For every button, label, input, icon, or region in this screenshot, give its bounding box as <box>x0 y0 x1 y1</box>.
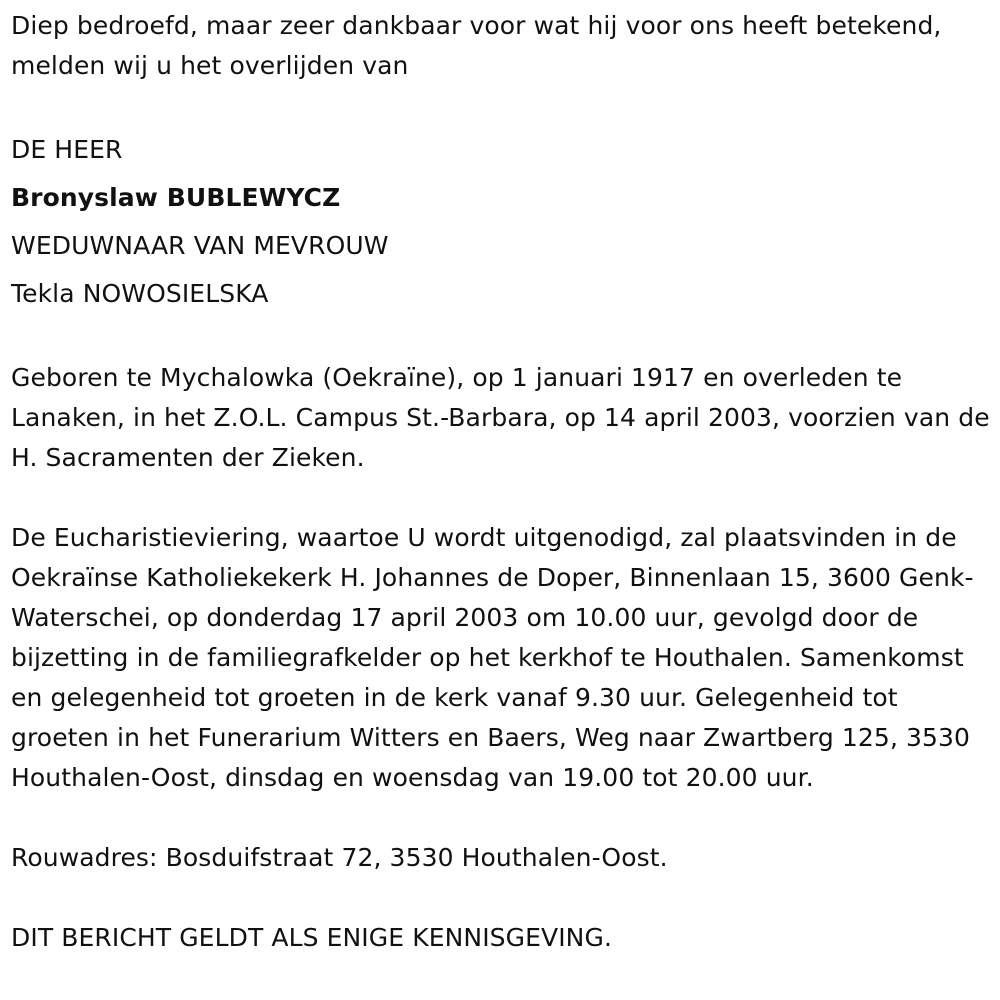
spacer <box>11 86 990 126</box>
deceased-name: Bronyslaw BUBLEWYCZ <box>11 183 341 212</box>
spacer <box>11 878 990 918</box>
birth-death-text: Geboren te Mychalowka (Oekraïne), op 1 januari 1917 en overleden te Lanaken, in het Z.O.L. Campus St.-Barbara, op 14 april 2003, voorzien van de H. Sacramenten der Zieken. <box>11 363 990 472</box>
spacer <box>11 478 990 518</box>
spacer <box>11 798 990 838</box>
intro-text: Diep bedroefd, maar zeer dankbaar voor wat hij voor ons heeft betekend, melden wij u het overlijden van <box>11 11 942 80</box>
spacer <box>11 318 990 358</box>
deceased-title: DE HEER <box>11 135 123 164</box>
spouse-name: Tekla NOWOSIELSKA <box>11 279 269 308</box>
ceremony-text: De Eucharistieviering, waartoe U wordt uitgenodigd, zal plaatsvinden in de Oekraïnse Katholiekekerk H. Johannes de Doper, Binnenlaan 15, 3600 Genk-Waterschei, op donderdag 17 april 2003 om 10.00 uur, gevolgd door de bijzetting in de familiegrafkelder op het kerkhof te Houthalen. Samenkomst en gelegenheid tot groeten in de kerk vanaf 9.30 uur. Gelegenheid tot groeten in het Funerarium Witters en Baers, Weg naar Zwartberg 125, 3530 Houthalen-Oost, dinsdag en woensdag van 19.00 tot 20.00 uur. <box>11 523 974 792</box>
deceased-relation: WEDUWNAAR VAN MEVROUW <box>11 231 389 260</box>
mourning-address: Rouwadres: Bosduifstraat 72, 3530 Houthalen-Oost. <box>11 843 668 872</box>
notice-text: DIT BERICHT GELDT ALS ENIGE KENNISGEVING. <box>11 923 612 952</box>
deceased-block <box>11 126 990 318</box>
